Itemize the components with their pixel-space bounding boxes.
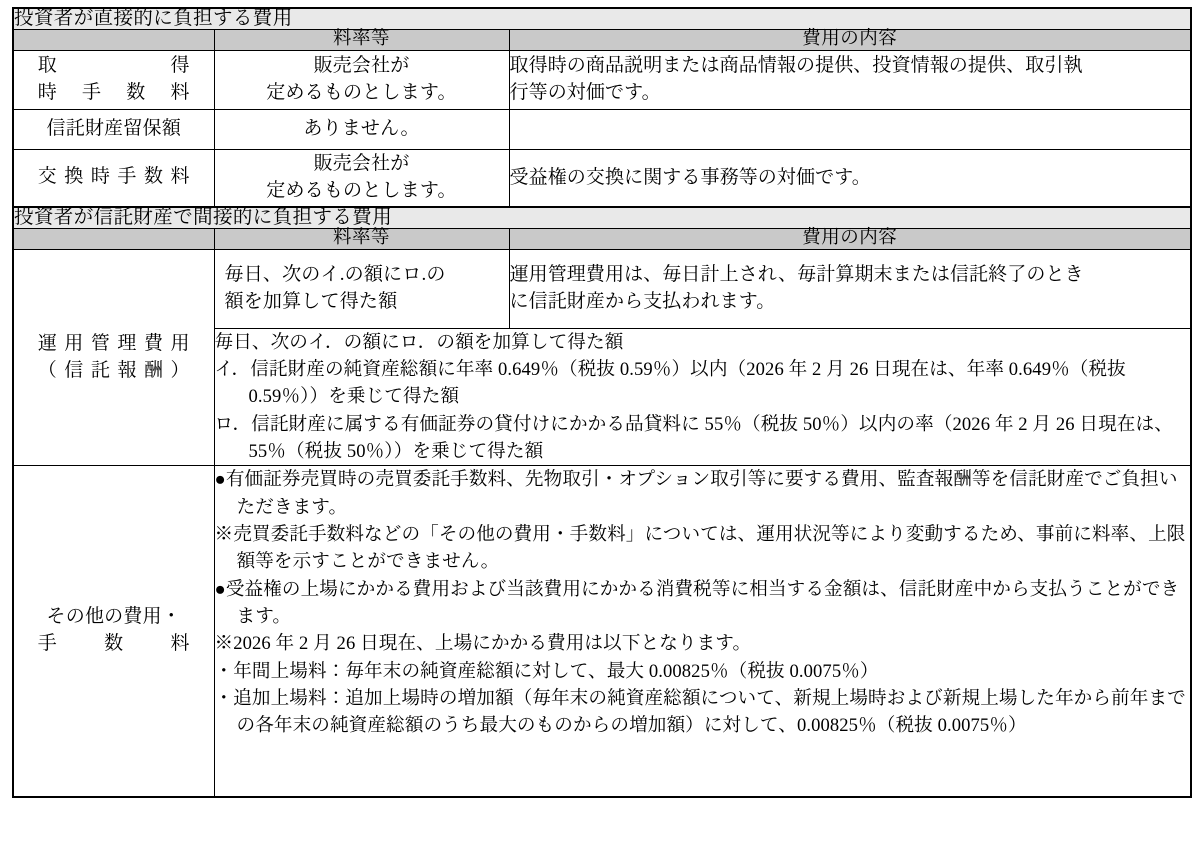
table-row	[13, 149, 1191, 207]
row-rate-line-1: 毎日、次のイ.の額にロ.の	[224, 264, 446, 286]
other-fees-item: ●受益権の上場にかかる費用および当該費用にかかる消費税等に相当する金額は、信託財産中から支払うことができます。	[214, 578, 1180, 628]
other-fees-item: ※2026 年 2 月 26 日現在、上場にかかる費用は以下となります。	[214, 633, 752, 655]
row-content-line-1: 受益権の交換に関する事務等の対価です。	[509, 166, 871, 188]
row-content-line-1: 取得時の商品説明または商品情報の提供、投資情報の提供、取引執	[509, 55, 1083, 77]
row-label-other-fees	[13, 466, 214, 798]
row-label-exchange-fee	[13, 149, 214, 207]
table-row	[13, 466, 1191, 798]
other-fees-item: ・年間上場料：毎年末の純資産総額に対して、最大 0.00825％（税抜 0.0075％）	[214, 660, 879, 682]
row-label-trust-retention	[13, 109, 214, 149]
row-label-line-2: 手数料	[37, 633, 190, 655]
row-rate-trust-retention	[214, 109, 509, 149]
row-rate-line-1: ありません。	[303, 118, 420, 140]
row-rate-line-1: 販売会社が	[313, 55, 410, 77]
section2-header-row	[13, 229, 1191, 249]
row-content-line-2: に信託財産から支払われます。	[509, 290, 776, 312]
section2-header-rate: 料率等	[214, 229, 509, 249]
table-row	[13, 249, 1191, 328]
row-rate-exchange-fee	[214, 149, 509, 207]
row-rate-management-fee	[214, 249, 509, 328]
section1-header-content: 費用の内容	[509, 30, 1191, 50]
fee-table	[12, 7, 1192, 798]
row-label-line-1: 取得	[37, 54, 190, 76]
row-content-acquisition-fee	[509, 50, 1191, 109]
other-fees-item: ・追加上場料：追加上場時の増加額（毎年末の純資産総額について、新規上場時および新規上場した年から前年までの各年末の純資産総額のうち最大のものからの増加額）に対して、0.00825％（税抜 0.0075％）	[214, 688, 1186, 737]
row-label-line-1: 交換時手数料	[37, 166, 190, 188]
row-label-line-1: その他の費用・	[46, 606, 181, 628]
row-content-exchange-fee	[509, 149, 1191, 207]
row-label-line-1: 信託財産留保額	[46, 117, 181, 139]
management-fee-detail	[214, 328, 1191, 466]
row-rate-acquisition-fee	[214, 50, 509, 109]
section2-header-content: 費用の内容	[509, 229, 1191, 249]
section1-band-title: 投資者が直接的に負担する費用	[13, 8, 1191, 30]
section2-header-blank	[13, 229, 214, 249]
row-content-trust-retention	[509, 109, 1191, 149]
row-content-management-fee	[509, 249, 1191, 328]
section1-band-row	[13, 8, 1191, 30]
section2-band-row	[13, 207, 1191, 229]
other-fees-item: ※売買委託手数料などの「その他の費用・手数料」については、運用状況等により変動するため、事前に料率、上限 額等を示すことができません。	[214, 524, 1186, 573]
row-rate-line-2: 定めるものとします。	[266, 179, 457, 201]
table-row	[13, 50, 1191, 109]
management-fee-detail-line-1: 毎日、次のイ．の額にロ．の額を加算して得た額	[214, 331, 624, 353]
row-label-management-fee	[13, 249, 214, 466]
row-label-line-2: （信託報酬）	[37, 359, 190, 381]
management-fee-detail-line-2: イ．信託財産の純資産総額に年率 0.649％（税抜 0.59％）以内（2026 年 2 月 26 日現在は、年率 0.649％（税抜 0.59％））を乗じて得た額	[214, 359, 1126, 408]
section1-header-rate: 料率等	[214, 30, 509, 50]
other-fees-detail	[214, 466, 1191, 798]
row-content-line-1: 運用管理費用は、毎日計上され、毎計算期末または信託終了のとき	[509, 264, 1084, 286]
row-label-line-2: 時手数料	[37, 81, 190, 103]
row-rate-line-1: 販売会社が	[313, 153, 410, 175]
other-fees-item: ●有価証券売買時の売買委託手数料、先物取引・オプション取引等に要する費用、監査報酬等を信託財産でご負担いただきます。	[214, 469, 1178, 518]
table-row	[13, 109, 1191, 149]
management-fee-detail-line-3: ロ．信託財産に属する有価証券の貸付けにかかる品貸料に 55％（税抜 50％）以内の率（2026 年 2 月 26 日現在は、55％（税抜 50％））を乗じて得た額	[214, 413, 1173, 463]
row-content-line-2: 行等の対価です。	[509, 81, 661, 103]
row-label-line-1: 運用管理費用	[37, 332, 190, 354]
section2-band-title: 投資者が信託財産で間接的に負担する費用	[13, 207, 1191, 229]
row-label-acquisition-fee	[13, 50, 214, 109]
section1-header-row	[13, 30, 1191, 50]
section1-header-blank	[13, 30, 214, 50]
row-rate-line-2: 定めるものとします。	[266, 81, 457, 103]
row-rate-line-2: 額を加算して得た額	[224, 290, 398, 312]
